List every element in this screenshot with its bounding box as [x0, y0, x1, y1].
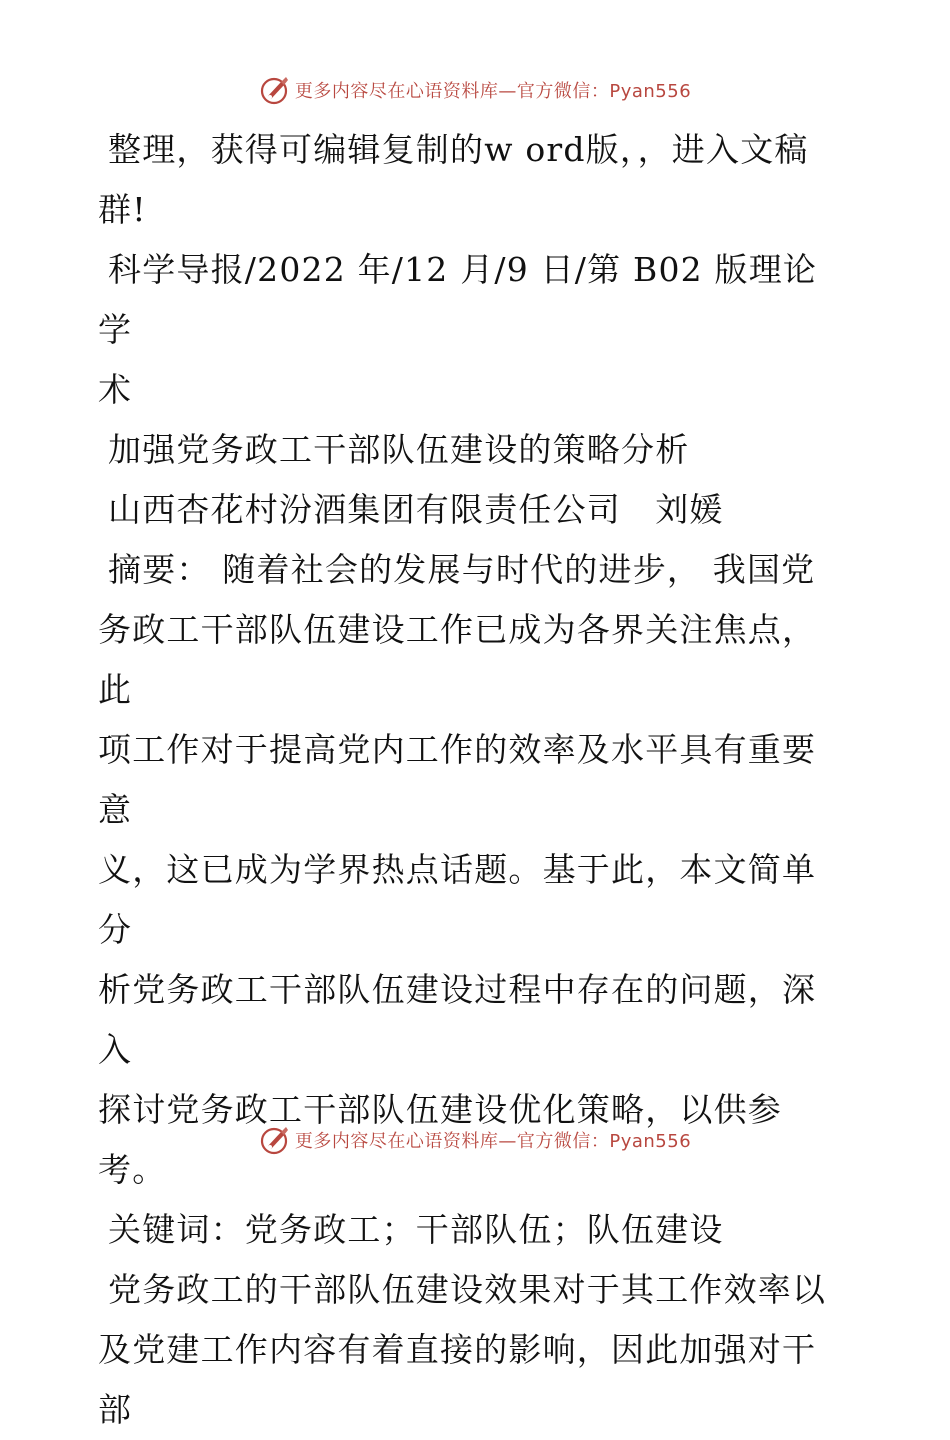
author-line: [98, 480, 850, 540]
text-line: 及党建工作内容有着直接的影响，因此加强对干部: [98, 1330, 817, 1429]
text-line: 科学导报/2022 年/12 月/9 日/第 B02 版理论学: [98, 250, 818, 349]
body-paragraph: [98, 1260, 850, 1440]
text-line: 项工作对于提高党内工作的效率及水平具有重要意: [98, 730, 817, 829]
keywords-paragraph: [98, 1200, 850, 1260]
abstract-paragraph: [98, 540, 850, 1200]
article-title: [98, 420, 850, 480]
text-line: 析党务政工干部队伍建设过程中存在的问题，深入: [98, 970, 817, 1069]
text-line: 术: [98, 370, 133, 409]
source-paragraph: [98, 240, 850, 420]
text-line: 党务政工的干部队伍建设效果对于其工作效率以: [108, 1270, 827, 1309]
text-line: 群!: [98, 190, 147, 229]
watermark-text: 更多内容尽在心语资料库—官方微信：Pyan556: [294, 1131, 692, 1152]
text-line: 整理，获得可编辑复制的w ord版，，进入文稿: [108, 130, 809, 169]
watermark-text: 更多内容尽在心语资料库—官方微信：Pyan556: [294, 81, 692, 102]
text-line: 关键词：党务政工；干部队伍；队伍建设: [108, 1210, 724, 1249]
intro-paragraph: [98, 120, 850, 240]
text-line: 义，这已成为学界热点话题。基于此，本文简单分: [98, 850, 817, 949]
pen-logo-icon: [259, 74, 291, 106]
text-line: 山西杏花村汾酒集团有限责任公司 刘媛: [108, 490, 724, 529]
text-line: 加强党务政工干部队伍建设的策略分析: [108, 430, 690, 469]
footer-watermark-banner: [0, 1120, 950, 1160]
text-line: 摘要： 随着社会的发展与时代的进步， 我国党: [108, 550, 816, 589]
text-line: 务政工干部队伍建设工作已成为各界关注焦点，此: [98, 610, 817, 709]
text-line: 探讨党务政工干部队伍建设优化策略，以供参考。: [98, 1090, 782, 1189]
header-watermark-banner: [0, 70, 950, 110]
document-body: [98, 120, 850, 1440]
pen-logo-icon: [259, 1124, 291, 1156]
